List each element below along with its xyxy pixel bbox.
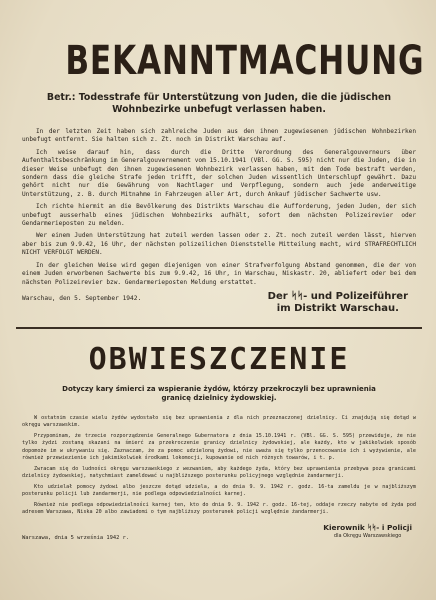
- polish-date: Warszawa, dnia 5 września 1942 r.: [22, 534, 130, 541]
- german-paragraph: Wer einem Juden Unterstützung hat zuteil werden lassen oder z. Zt. noch zuteil werden lässt, hierven aber bis zum 9.9.42, 16 Uhr, der nächsten polizeilichen Dienststelle Mitteilung macht, wird STRAFRECHTLICH NICHT VERFOLGT WERDEN.: [22, 232, 416, 257]
- polish-signature-line2: dla Okręgu Warszawskiego: [333, 532, 402, 539]
- german-paragraph: In der letzten Zeit haben sich zahlreiche Juden aus den ihnen zugewiesenen jüdischen Wohnbezirken unbefugt entfernt. Sie halten sich z. Zt. noch im Distrikt Warschau auf.: [22, 128, 416, 144]
- german-subject: Betr.: Todesstrafe für Unterstützung von Juden, die die jüdischen Wohnbezirke unbefugt verlassen haben.: [46, 92, 392, 115]
- polish-title: OBWIESZCZENIE: [88, 341, 350, 377]
- polish-paragraph: W ostatnim czasie wielu żydów wydostało się bez uprawnienia z dla nich przeznaczonej dzielnicy. Ci znajdują się dotąd w okręgu warszawskim.: [22, 414, 416, 429]
- german-signature: [268, 291, 416, 315]
- polish-paragraph: Również nie podlega odpowiedzialności karnej ten, kto do dnia 9. 9. 1942 r. godz. 16-tej, oddaje rzeczy nabyte od żyda pod adresem Warszawa, Niska 20 albo zawiadomi o tym najbliższy posterunek policji względnie żandarmerji.: [22, 501, 416, 516]
- polish-paragraph: Zwracam się do ludności okręgu warszawskiego z wezwaniem, aby każdego żyda, który bez uprawnienia przebywa poza granicami dzielnicy żydowskiej, natychmiast zameldować u najbliższego posterunku policyjnego względnie żandarmerji.: [22, 465, 416, 480]
- section-divider: [16, 327, 422, 329]
- polish-paragraph: Kto udzielał pomocy żydowi albo jeszcze dotąd udziela, a do dnia 9. 9. 1942 r. godz. 16-ta zameldu je w najbliższym posterunku policji lub żandarmerji, nie podlega odpowiedzialności karnej.: [22, 483, 416, 498]
- polish-signature-line1: Kierownik ᛋᛋ- i Policji: [323, 522, 412, 532]
- german-paragraph: In der gleichen Weise wird gegen diejenigen von einer Strafverfolgung Abstand genommen, die der von einem Juden erworbenen Sachwerte bis zum 9.9.42, 16 Uhr, in Warschau, Niskastr. 20, abliefert oder bei dem nächsten Polizeirevier bzw. Gendarmerieposten Meldung erstattet.: [22, 261, 416, 286]
- german-date: Warschau, den 5. September 1942.: [22, 294, 142, 302]
- german-signature-line1: Der ᛋᛋ- und Polizeiführer: [267, 290, 408, 302]
- german-title: BEKANNTMACHUNG: [65, 38, 425, 84]
- polish-subject: Dotyczy kary śmierci za wspieranie żydów, którzy przekroczyli bez uprawnienia granicę dzielnicy żydowskiej.: [62, 384, 376, 402]
- polish-signature: [323, 523, 416, 541]
- polish-paragraph: Przypominam, że trzecie rozporządzenie Generalnego Gubernatora z dnia 15.10.1941 r. (VBl. GG. S. 595) przewiduje, że nie tylko żydzi zostaną skazani na śmierć za przekroczenie granicy dzielnicy żydowskiej, ale każdy, kto w jakikolwiek sposób dopomoże im w ukrywaniu się. Zaznaczam, że za pomoc udzieloną żydowi, nie uważa się tylko przenocowanie ich i wyżywienie, ale również przewiezienie ich jakimikolwiek środkami lokomocji, kupowanie od nich różnych towarów, i t. p.: [22, 432, 416, 462]
- polish-signature-row: [22, 523, 416, 541]
- german-paragraph: Ich weise darauf hin, dass durch die Dritte Verordnung des Generalgouverneurs über Aufenthaltsbeschränkung im Generalgouvernement vom 15.10.1941 (VBl. GG. S. 595) nicht nur die Juden, die in dieser Weise unbefugt den ihnen zugewiesenen Wohnbezirk verlassen haben, mit dem Tode bestraft werden, sondern dass die gleiche Strafe jeden trifft, der solchen Juden wissentlich Unterschlupf gewährt. Dazu gehört nicht nur die Gewährung von Nachtlager und Verpflegung, sondern auch jede anderweitige Unterstützung, z. B. durch Mitnahme in Fahrzeugen aller Art, durch Ankauf jüdischer Sachwerte usw.: [22, 148, 416, 198]
- german-signature-line2: im Distrikt Warschau.: [276, 302, 399, 314]
- german-paragraph: Ich richte hiermit an die Bevölkerung des Distrikts Warschau die Aufforderung, jeden Juden, der sich unbefugt ausserhalb eines jüdischen Wohnbezirks aufhält, sofort dem nächsten Polizeirevier oder Gendarmerieposten zu melden.: [22, 203, 416, 228]
- german-signature-row: [22, 291, 416, 315]
